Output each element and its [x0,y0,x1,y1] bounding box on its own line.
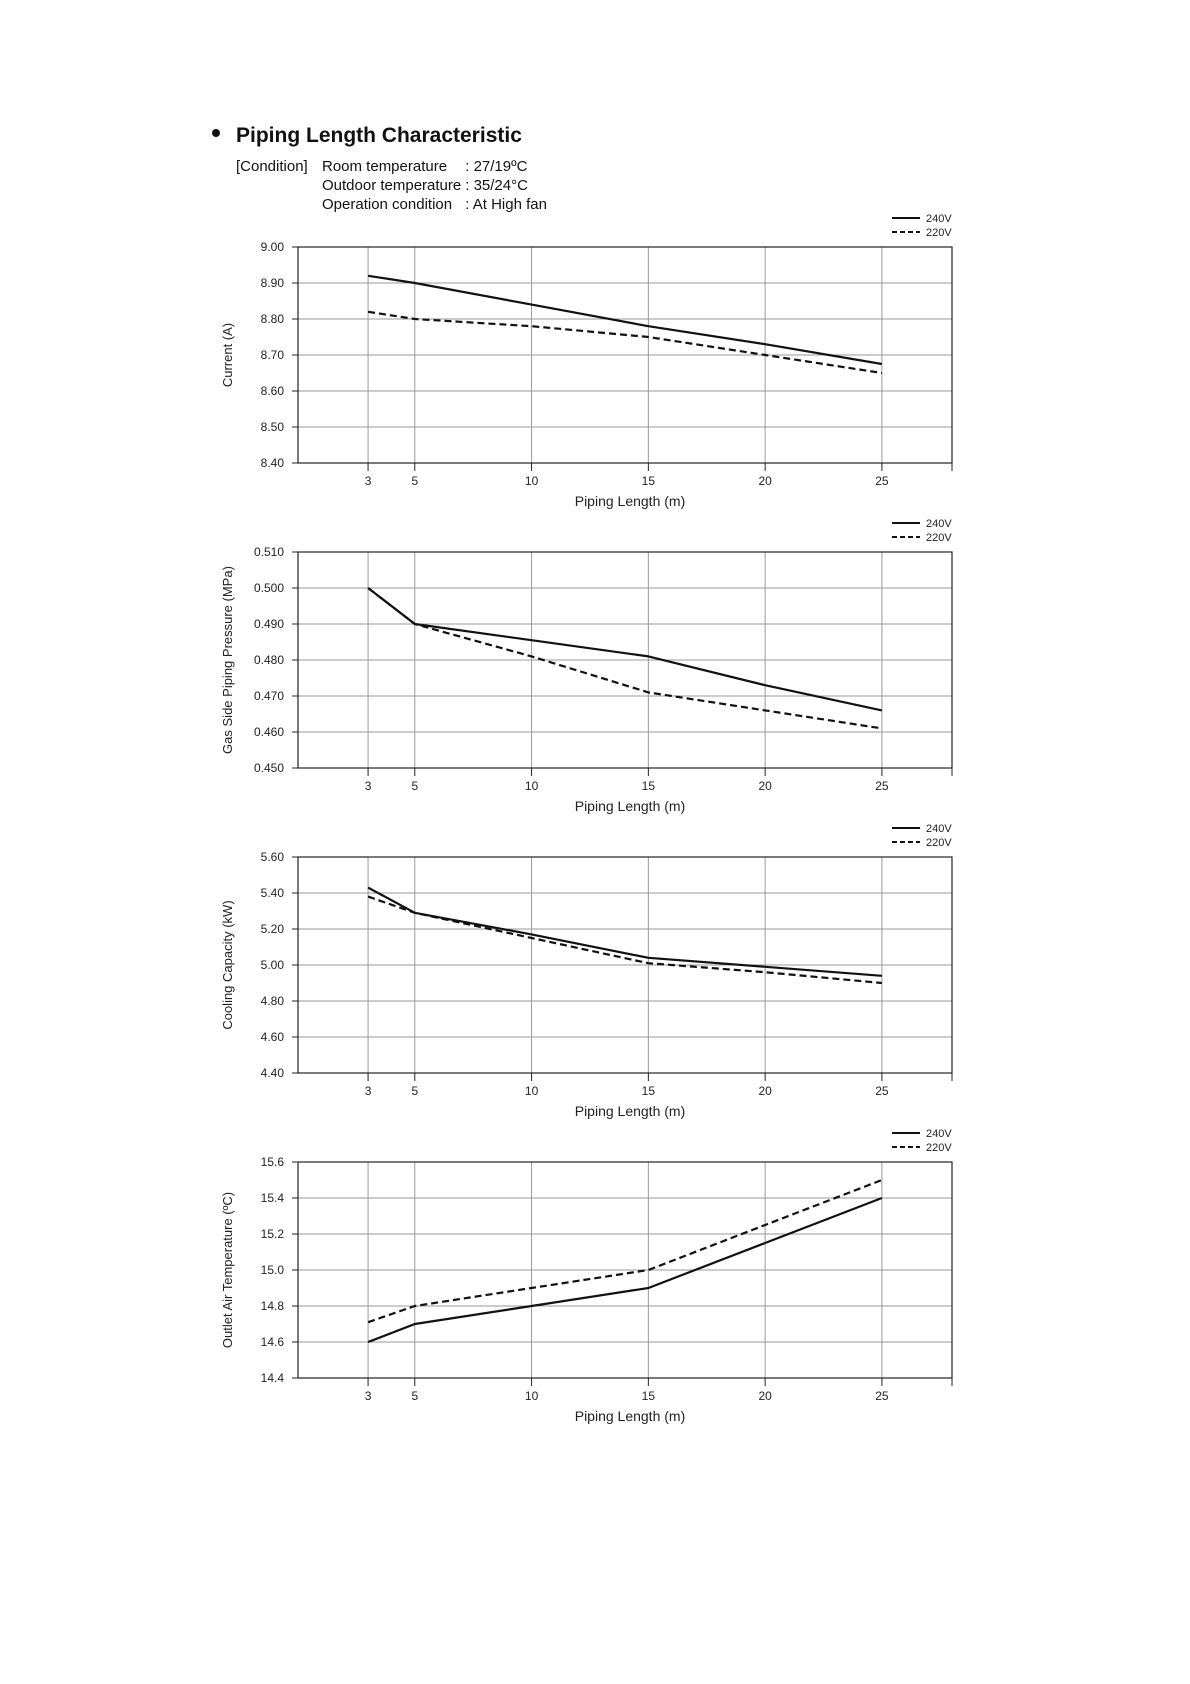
y-tick-label: 15.2 [260,1227,284,1241]
y-tick-label: 4.80 [260,994,284,1008]
x-tick-label: 3 [364,779,372,793]
y-tick-label: 0.500 [253,581,284,595]
bullet-icon [212,129,220,137]
condition-name-outdoor: Outdoor temperature [322,177,462,194]
y-tick-label: 5.40 [260,886,284,900]
y-axis-label: Cooling Capacity (kW) [220,900,235,1030]
y-tick-label: 5.60 [260,850,284,864]
x-tick-label: 3 [364,1084,372,1098]
condition-value-operation: : At High fan [465,196,547,213]
x-tick-label: 20 [758,1084,772,1098]
y-tick-label: 4.40 [260,1066,284,1080]
x-tick-label: 25 [875,474,889,488]
y-tick-label: 0.510 [253,545,284,559]
x-tick-label: 10 [524,474,539,488]
x-axis-label: Piping Length (m) [574,798,686,814]
condition-value-room: : 27/19ºC [465,158,528,175]
legend-label-220v: 220V [926,837,952,849]
y-tick-label: 15.6 [260,1155,284,1169]
x-tick-label: 5 [411,779,419,793]
y-tick-label: 0.480 [253,653,284,667]
y-tick-label: 8.80 [260,312,284,326]
x-tick-label: 5 [411,1084,419,1098]
y-tick-label: 0.450 [253,761,284,775]
y-tick-label: 0.490 [253,617,284,631]
series-line-220v [368,1180,882,1322]
y-tick-label: 8.60 [260,384,284,398]
section-title: Piping Length Characteristic [236,124,522,147]
x-tick-label: 3 [364,1389,372,1403]
x-tick-label: 20 [758,474,772,488]
x-tick-label: 25 [875,1389,889,1403]
y-tick-label: 5.20 [260,922,284,936]
series-line-240v [368,588,882,710]
x-tick-label: 25 [875,1084,889,1098]
x-tick-label: 20 [758,1389,772,1403]
x-tick-label: 10 [524,1389,539,1403]
y-tick-label: 0.470 [253,689,284,703]
y-axis-label: Gas Side Piping Pressure (MPa) [220,566,235,754]
x-tick-label: 10 [524,1084,539,1098]
y-tick-label: 8.50 [260,420,284,434]
cooling-capacity-chart [0,810,1190,1120]
x-tick-label: 15 [641,1084,656,1098]
legend-label-220v: 220V [926,227,952,239]
y-axis-label: Current (A) [220,322,235,388]
y-tick-label: 14.8 [260,1299,284,1313]
x-axis-label: Piping Length (m) [574,493,686,509]
y-tick-label: 9.00 [260,240,284,254]
condition-label: [Condition] [236,158,308,175]
legend-label-220v: 220V [926,1142,952,1154]
y-tick-label: 4.60 [260,1030,284,1044]
legend-label-240v: 240V [926,518,952,530]
legend-label-240v: 240V [926,213,952,225]
x-tick-label: 5 [411,1389,419,1403]
y-tick-label: 8.40 [260,456,284,470]
condition-value-outdoor: : 35/24°C [465,177,528,194]
current-chart [0,200,1190,510]
x-tick-label: 5 [411,474,419,488]
x-tick-label: 3 [364,474,372,488]
legend-label-220v: 220V [926,532,952,544]
condition-name-room: Room temperature [322,158,448,175]
x-tick-label: 15 [641,1389,656,1403]
legend-label-240v: 240V [926,823,952,835]
y-tick-label: 0.460 [253,725,284,739]
y-tick-label: 15.4 [260,1191,284,1205]
gas-pressure-chart [0,505,1190,815]
condition-name-operation: Operation condition [322,196,453,213]
y-tick-label: 14.4 [260,1371,284,1385]
outlet-temperature-chart [0,1115,1190,1425]
y-tick-label: 8.70 [260,348,284,362]
x-axis-label: Piping Length (m) [574,1408,686,1424]
y-tick-label: 5.00 [260,958,284,972]
legend-label-240v: 240V [926,1128,952,1140]
x-tick-label: 10 [524,779,539,793]
y-tick-label: 8.90 [260,276,284,290]
x-tick-label: 15 [641,474,656,488]
x-tick-label: 25 [875,779,889,793]
series-line-220v [368,588,882,728]
y-tick-label: 14.6 [260,1335,284,1349]
x-axis-label: Piping Length (m) [574,1103,686,1119]
x-tick-label: 15 [641,779,656,793]
x-tick-label: 20 [758,779,772,793]
y-tick-label: 15.0 [260,1263,284,1277]
series-line-240v [368,888,882,976]
y-axis-label: Outlet Air Temperature (ºC) [220,1191,235,1349]
